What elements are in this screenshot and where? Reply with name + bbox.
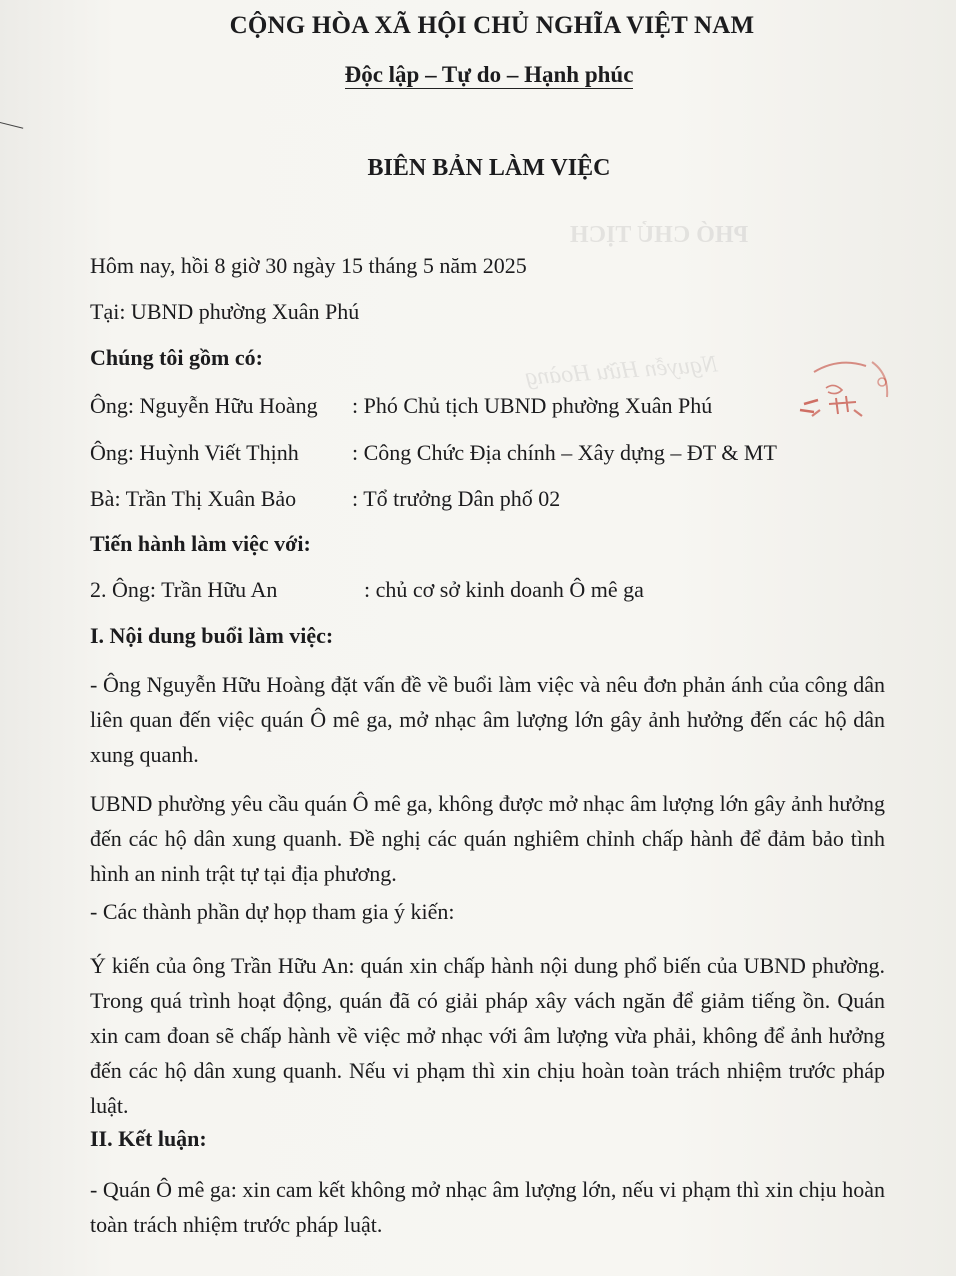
- attendee-row: [90, 440, 777, 466]
- attendee-role: : Công Chức Địa chính – Xây dựng – ĐT & MT: [352, 440, 777, 465]
- attendee-row: [90, 486, 561, 512]
- counterpart-role: : chủ cơ sở kinh doanh Ô mê ga: [364, 577, 644, 602]
- red-seal-stamp: [784, 352, 904, 442]
- attendees-heading: Chúng tôi gồm có:: [90, 345, 263, 370]
- attendee-row: [90, 393, 713, 419]
- attendee-name: Ông: Nguyễn Hữu Hoàng: [90, 393, 318, 418]
- counterpart-name: 2. Ông: Trần Hữu An: [90, 577, 278, 602]
- section-2-heading: II. Kết luận:: [90, 1126, 207, 1151]
- attendee-role: : Tổ trưởng Dân phố 02: [352, 486, 561, 511]
- document-title: BIÊN BẢN LÀM VIỆC: [367, 155, 611, 181]
- national-name: CỘNG HÒA XÃ HỘI CHỦ NGHĨA VIỆT NAM: [229, 12, 755, 39]
- meeting-datetime: Hôm nay, hồi 8 giờ 30 ngày 15 tháng 5 năm 2025: [90, 253, 527, 278]
- paper-corner-mark: [0, 122, 23, 140]
- attendee-name: Bà: Trần Thị Xuân Bảo: [90, 486, 297, 511]
- section-1-heading: I. Nội dung buổi làm việc:: [90, 623, 334, 648]
- attendee-name: Ông: Huỳnh Viết Thịnh: [90, 440, 299, 465]
- national-motto: [0, 62, 956, 88]
- national-motto-text: Độc lập – Tự do – Hạnh phúc: [344, 62, 634, 87]
- attendee-role: : Phó Chủ tịch UBND phường Xuân Phú: [352, 393, 713, 418]
- section-1-paragraph: - Ông Nguyễn Hữu Hoàng đặt vấn đề về buổi làm việc và nêu đơn phản ánh của công dân liên quan đến việc quán Ô mê ga, mở nhạc âm lượng lớn gây ảnh hưởng đến các hộ dân xung quanh.: [90, 672, 885, 767]
- section-1-paragraph: UBND phường yêu cầu quán Ô mê ga, không được mở nhạc âm lượng lớn gây ảnh hưởng đến các hộ dân xung quanh. Đề nghị các quán nghiêm chỉnh chấp hành để đảm bảo tình hình an ninh trật tự tại địa phương.: [90, 791, 885, 886]
- section-2-paragraph: - Quán Ô mê ga: xin cam kết không mở nhạc âm lượng lớn, nếu vi phạm thì xin chịu hoàn toàn trách nhiệm trước pháp luật.: [90, 1177, 885, 1237]
- section-1-paragraph: Ý kiến của ông Trần Hữu An: quán xin chấp hành nội dung phổ biến của UBND phường. Trong quá trình hoạt động, quán đã có giải pháp xây vách ngăn để giảm tiếng ồn. Quán xin cam đoan sẽ chấp hành về việc mở nhạc với âm lượng vừa phải, không để ảnh hưởng đến các hộ dân xung quanh. Nếu vi phạm thì xin chịu hoàn toàn trách nhiệm trước pháp luật.: [90, 953, 885, 1118]
- meeting-location: Tại: UBND phường Xuân Phú: [90, 299, 360, 324]
- counterpart-row: [90, 577, 644, 603]
- section-1-paragraph: - Các thành phần dự họp tham gia ý kiến:: [90, 899, 455, 924]
- working-with-heading: Tiến hành làm việc với:: [90, 531, 311, 556]
- bleed-through-signature: Nguyễn Hữu Hoàng: [524, 351, 719, 391]
- bleed-through-title: PHÓ CHỦ TỊCH: [570, 222, 749, 248]
